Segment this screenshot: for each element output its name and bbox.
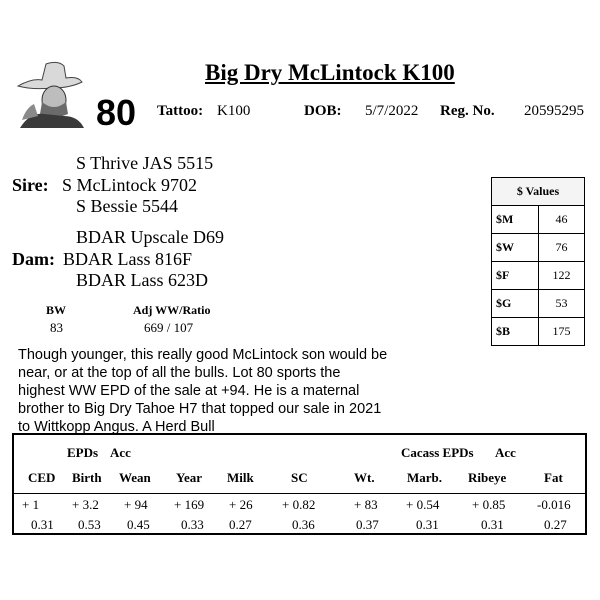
breeder-photo [12,60,84,128]
col-ribeye: Ribeye [468,470,507,485]
dollar-label: $B [492,318,539,346]
dob-label: DOB: [304,103,342,119]
dollar-label: $F [492,262,539,290]
ww-label: Adj WW/Ratio [133,303,211,317]
acc-value-wean: 0.45 [127,517,150,532]
sire-sire: S Thrive JAS 5515 [76,153,214,173]
epd-value-marb: + 0.54 [406,497,440,512]
dollar-row [492,318,585,346]
col-ced: CED [28,470,56,485]
acc-value-ced: 0.31 [31,517,54,532]
epd-value-wean: + 94 [124,497,148,512]
dollar-value: 76 [539,234,585,262]
dollar-row [492,262,585,290]
col-birth: Birth [72,470,102,485]
dob-value: 5/7/2022 [365,103,419,119]
dollar-row [492,290,585,318]
col-wean: Wean [119,470,151,485]
epd-value-sc: + 0.82 [282,497,316,512]
dollar-row [492,234,585,262]
acc-value-sc: 0.36 [292,517,315,532]
dollar-values-title: $ Values [492,178,585,206]
bw-value: 83 [50,320,63,335]
sire-dam: S Bessie 5544 [76,196,179,216]
dam-dam: BDAR Lass 623D [76,270,209,290]
acc-value-marb: 0.31 [416,517,439,532]
dollar-value: 53 [539,290,585,318]
col-wt: Wt. [354,470,375,485]
dollar-label: $M [492,206,539,234]
reg-label: Reg. No. [440,103,495,119]
epds-group-label: EPDs [67,445,99,460]
tattoo-label: Tattoo: [157,103,204,119]
epd-value-wt: + 83 [354,497,378,512]
carcass-epds-group-label: Cacass EPDs [401,445,474,460]
dollar-value: 122 [539,262,585,290]
dam-name: BDAR Lass 816F [63,249,193,269]
dollar-label: $W [492,234,539,262]
epd-value-ced: + 1 [22,497,40,512]
dollar-label: $G [492,290,539,318]
acc-value-ribeye: 0.31 [481,517,504,532]
dollar-value: 46 [539,206,585,234]
dam-sire: BDAR Upscale D69 [76,227,224,247]
dollar-row [492,206,585,234]
col-year: Year [176,470,202,485]
acc-value-birth: 0.53 [78,517,101,532]
epd-value-milk: + 26 [229,497,253,512]
lot-description: Though younger, this really good McLintock son would be near, or at the top of all the bulls. Lot 80 sports the highest WW EPD of the sale at +94. He is a maternal brother to Big Dry Tahoe H7 that topped our sale in 2021 to Wittkopp Angus. A Herd Bull [18,347,388,435]
epds-acc-label: Acc [110,445,131,460]
epd-value-year: + 169 [174,497,205,512]
animal-name: Big Dry McLintock K100 [205,60,455,85]
bw-label: BW [46,303,67,317]
dollar-value: 175 [539,318,585,346]
sire-label: Sire: [12,175,49,195]
acc-value-wt: 0.37 [356,517,379,532]
epd-value-fat: -0.016 [537,497,571,512]
ww-value: 669 / 107 [144,320,194,335]
col-fat: Fat [544,470,563,485]
carcass-acc-label: Acc [495,445,516,460]
acc-value-milk: 0.27 [229,517,252,532]
epd-value-birth: + 3.2 [72,497,99,512]
dollar-values-table [491,177,585,346]
epd-value-ribeye: + 0.85 [472,497,506,512]
epd-table [12,433,587,535]
sire-name: S McLintock 9702 [62,175,197,195]
reg-value: 20595295 [524,103,584,119]
acc-value-fat: 0.27 [544,517,567,532]
col-sc: SC [291,470,308,485]
epd-divider [14,493,585,494]
tattoo-value: K100 [217,103,251,119]
lot-number: 80 [96,92,137,133]
col-milk: Milk [227,470,254,485]
col-marb: Marb. [407,470,443,485]
acc-value-year: 0.33 [181,517,204,532]
dam-label: Dam: [12,249,55,269]
